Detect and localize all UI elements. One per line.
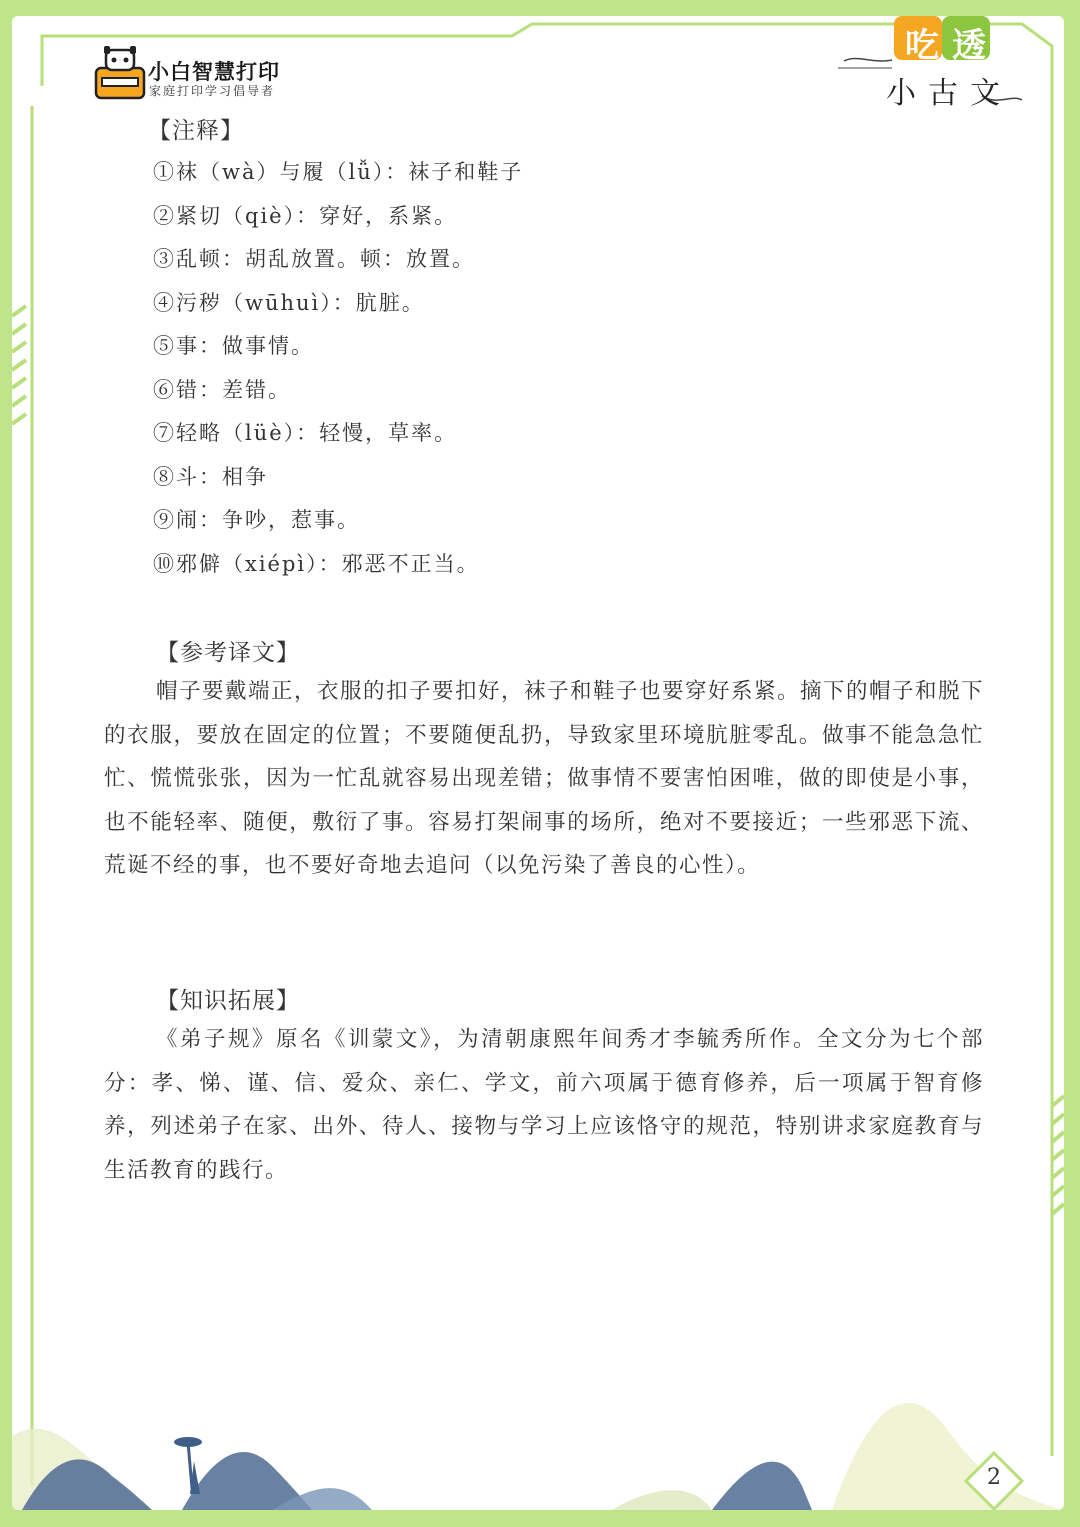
note-item-6: ⑥错：差错。 [153, 378, 291, 402]
note-item-7: ⑦轻略（lüè）：轻慢，草率。 [153, 421, 458, 445]
note-item-9: ⑨闹：争吵，惹事。 [153, 508, 360, 532]
brand-char-1: 吃 [905, 26, 939, 66]
note-item-8: ⑧斗：相争 [153, 465, 268, 489]
note-item-2: ②紧切（qiè）：穿好，系紧。 [153, 204, 458, 228]
logo-subtitle: 家庭打印学习倡导者 [149, 84, 276, 98]
brand-char-2: 透 [952, 26, 986, 66]
brand-subtitle: 小古文 [886, 76, 1012, 111]
note-item-3: ③乱顿：胡乱放置。顿：放置。 [153, 247, 475, 271]
extension-text: 《弟子规》原名《训蒙文》，为清朝康熙年间秀才李毓秀所作。全文分为七个部分：孝、悌、谨、信、爱众、亲仁、学文，前六项属于德育修养，后一项属于智育修养，列述弟子在家、出外、待人、接物与学习上应该恪守的规范，特别讲求家庭教育与生活教育的践行。 [104, 1027, 984, 1183]
note-item-5: ⑤事：做事情。 [153, 334, 314, 358]
translation-text: 帽子要戴端正，衣服的扣子要扣好，袜子和鞋子也要穿好系紧。摘下的帽子和脱下的衣服，要放在固定的位置；不要随便乱扔，导致家里环境肮脏零乱。做事不能急急忙忙、慌慌张张，因为一忙乱就容易出现差错；做事情不要害怕困唯，做的即使是小事，也不能轻率、随便，敷衍了事。容易打架闹事的场所，绝对不要接近；一些邪恶下流、荒诞不经的事，也不要好奇地去追问（以免污染了善良的心性）。 [104, 679, 985, 878]
page-number-badge [964, 1451, 1024, 1510]
extension-heading: 【知识拓展】 [156, 988, 300, 1014]
note-item-1: ①袜（wà）与履（lǚ）：袜子和鞋子 [153, 160, 524, 184]
note-item-10: ⑩邪僻（xiépì）：邪恶不正当。 [153, 552, 480, 576]
notes-heading: 【注释】 [148, 118, 244, 144]
logo-title: 小白智慧打印 [148, 60, 280, 84]
translation-heading: 【参考译文】 [156, 640, 300, 666]
page [12, 16, 1064, 1510]
page-number: 2 [987, 1465, 1001, 1490]
note-item-4: ④污秽（wūhuì）：肮脏。 [153, 291, 425, 315]
